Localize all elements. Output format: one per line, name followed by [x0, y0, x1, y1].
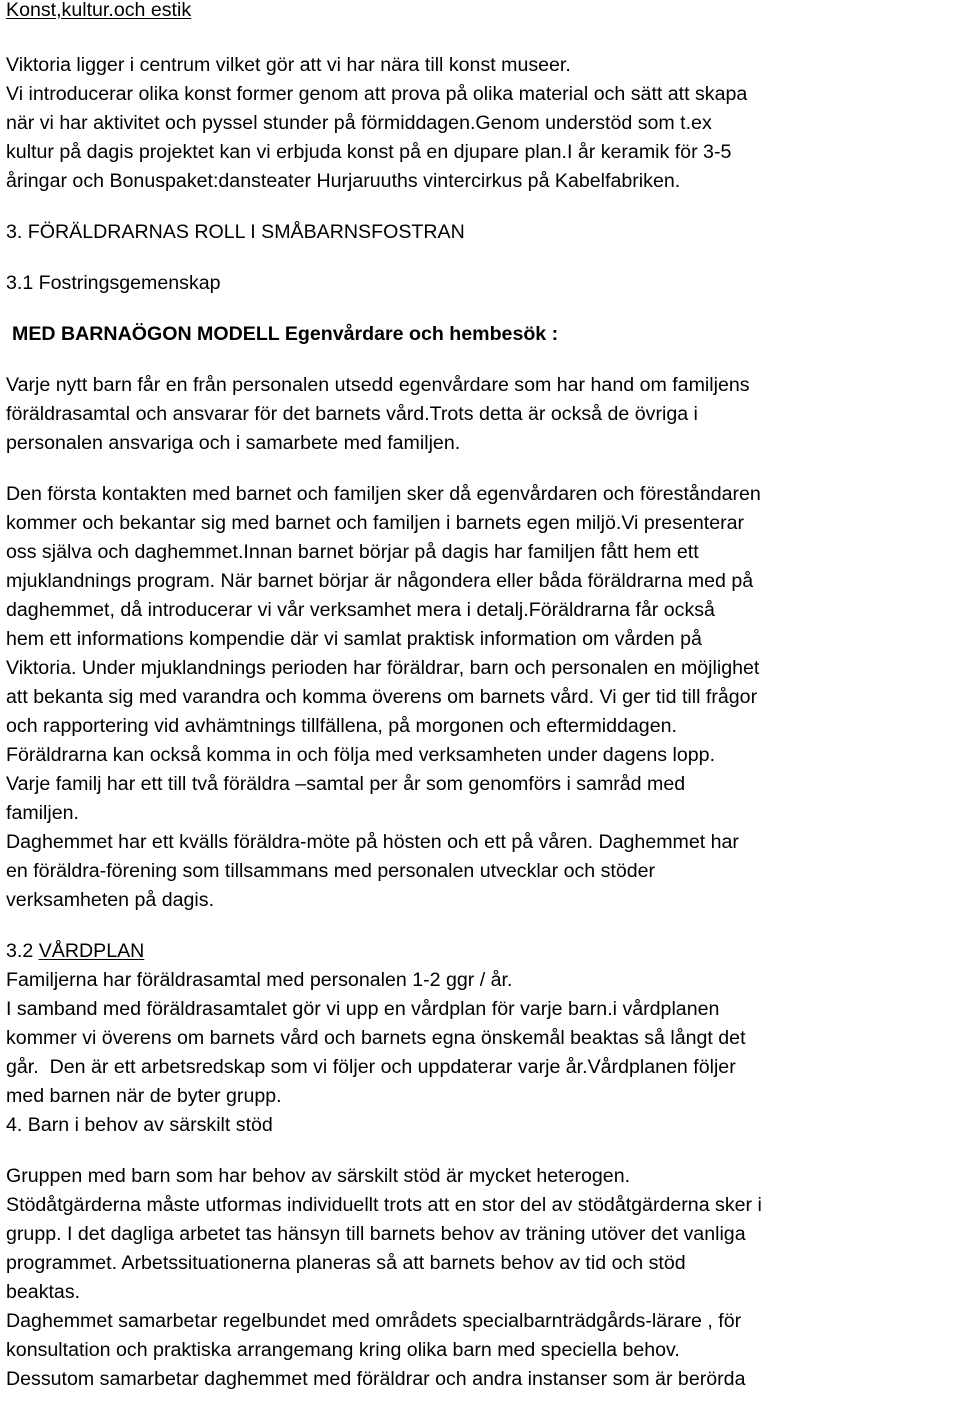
text-line: Dessutom samarbetar daghemmet med föräldrar och andra instanser som är berörda	[6, 1368, 746, 1390]
text-line: hem ett informations kompendie där vi samlat praktisk information om vården på	[6, 628, 702, 650]
text-line: när vi har aktivitet och pyssel stunder på förmiddagen.Genom understöd som t.ex	[6, 112, 712, 134]
text-line: Daghemmet har ett kvälls föräldra-möte på hösten och ett på våren. Daghemmet har	[6, 831, 739, 853]
text-line: oss själva och daghemmet.Innan barnet börjar på dagis har familjen fått hem ett	[6, 541, 699, 563]
text-line: kommer vi överens om barnets vård och barnets egna önskemål beaktas så långt det	[6, 1027, 746, 1049]
text-line: mjuklandnings program. När barnet börjar är någondera eller båda föräldrarna med på	[6, 570, 754, 592]
text-line: kultur på dagis projektet kan vi erbjuda konst på en djupare plan.I år keramik för 3-5	[6, 141, 732, 163]
section-heading-3: 3. FÖRÄLDRARNAS ROLL I SMÅBARNSFOSTRAN	[6, 221, 465, 243]
text-line: och rapportering vid avhämtnings tillfällena, på morgonen och eftermiddagen.	[6, 715, 677, 737]
spacer	[6, 915, 958, 937]
text-line: Stödåtgärderna måste utformas individuellt trots att en stor del av stödåtgärderna sker i	[6, 1194, 762, 1216]
text-line: beaktas.	[6, 1281, 81, 1303]
spacer	[6, 25, 958, 51]
text-line: åringar och Bonuspaket:dansteater Hurjaruuths vintercirkus på Kabelfabriken.	[6, 170, 681, 192]
heading-number: 3.2	[6, 940, 39, 962]
text-line: I samband med föräldrasamtalet gör vi upp en vårdplan för varje barn.i vårdplanen	[6, 998, 720, 1020]
section-heading-3-2	[6, 937, 958, 966]
text-line: med barnen när de byter grupp.	[6, 1085, 282, 1107]
paragraph-vardplan	[6, 966, 958, 1111]
text-line: går. Den är ett arbetsredskap som vi följer och uppdaterar varje år.Vårdplanen följer	[6, 1056, 736, 1078]
text-line: att bekanta sig med varandra och komma överens om barnets vård. Vi ger tid till frågor	[6, 686, 758, 708]
spacer	[6, 247, 958, 269]
text-line: programmet. Arbetssituationerna planeras så att barnets behov av tid och stöd	[6, 1252, 686, 1274]
paragraph-konst	[6, 51, 958, 196]
bold-heading-barnaogon: MED BARNAÖGON MODELL Egenvårdare och hembesök :	[12, 323, 559, 345]
section-heading-konst: Konst,kultur.och estik	[6, 0, 192, 21]
text-line: Varje nytt barn får en från personalen utsedd egenvårdare som har hand om familjens	[6, 374, 750, 396]
text-line: Varje familj har ett till två föräldra –samtal per år som genomförs i samråd med	[6, 773, 686, 795]
text-line: daghemmet, då introducerar vi vår verksamhet mera i detalj.Föräldrarna får också	[6, 599, 715, 621]
section-heading-4: 4. Barn i behov av särskilt stöd	[6, 1114, 273, 1136]
sub-heading-3-1: 3.1 Fostringsgemenskap	[6, 272, 221, 294]
paragraph-egenvardare	[6, 371, 958, 458]
spacer	[6, 349, 958, 371]
spacer	[6, 196, 958, 218]
text-line: Viktoria ligger i centrum vilket gör att vi har nära till konst museer.	[6, 54, 571, 76]
paragraph-sarskilt-stod	[6, 1162, 958, 1394]
text-line: Daghemmet samarbetar regelbundet med områdets specialbarnträdgårds-lärare , för	[6, 1310, 742, 1332]
paragraph-forsta-kontakten	[6, 480, 958, 915]
text-line: Viktoria. Under mjuklandnings perioden har föräldrar, barn och personalen en möjlighet	[6, 657, 760, 679]
text-line: personalen ansvariga och i samarbete med familjen.	[6, 432, 461, 454]
spacer	[6, 1140, 958, 1162]
text-line: föräldrasamtal och ansvarar för det barnets vård.Trots detta är också de övriga i	[6, 403, 698, 425]
text-line: Den första kontakten med barnet och familjen sker då egenvårdaren och föreståndaren	[6, 483, 761, 505]
text-line: Familjerna har föräldrasamtal med personalen 1-2 ggr / år.	[6, 969, 513, 991]
text-line: familjen.	[6, 802, 79, 824]
text-line: en föräldra-förening som tillsammans med personalen utvecklar och stöder	[6, 860, 656, 882]
document-page	[6, 0, 958, 1394]
text-line: verksamheten på dagis.	[6, 889, 215, 911]
text-line: Gruppen med barn som har behov av särskilt stöd är mycket heterogen.	[6, 1165, 631, 1187]
text-line: konsultation och praktiska arrangemang kring olika barn med speciella behov.	[6, 1339, 680, 1361]
heading-vardplan: VÅRDPLAN	[38, 940, 145, 962]
text-line: Vi introducerar olika konst former genom att prova på olika material och sätt att skapa	[6, 83, 748, 105]
spacer	[6, 458, 958, 480]
text-line: Föräldrarna kan också komma in och följa med verksamheten under dagens lopp.	[6, 744, 716, 766]
spacer	[6, 298, 958, 320]
text-line: kommer och bekantar sig med barnet och familjen i barnets egen miljö.Vi presenterar	[6, 512, 745, 534]
text-line: grupp. I det dagliga arbetet tas hänsyn till barnets behov av träning utöver det vanliga	[6, 1223, 746, 1245]
